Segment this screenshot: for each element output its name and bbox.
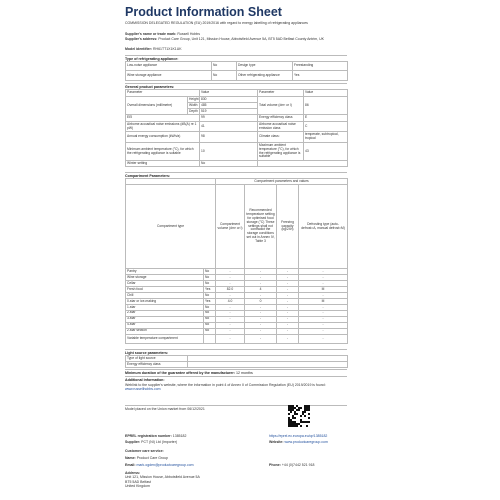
compartment-present: No	[204, 322, 216, 328]
compartment-freezing: -	[277, 304, 299, 310]
general-row	[126, 161, 348, 167]
cc-name-value: Product Care Group	[136, 456, 169, 460]
compartment-present: No	[204, 310, 216, 316]
compartment-setting: -	[245, 322, 277, 328]
model-value: RH61TT1X1K1UK	[153, 47, 182, 51]
compartment-setting: -	[245, 292, 277, 298]
light-class-label: Energy efficiency class	[126, 362, 188, 368]
value-header: Value	[304, 90, 348, 97]
qr-module	[298, 409, 300, 411]
light-table	[125, 355, 348, 368]
general-header-row	[126, 90, 348, 97]
winter-label: Winter setting	[126, 161, 200, 167]
compartments-header-row	[126, 185, 348, 269]
qr-module	[300, 415, 302, 417]
supplier-name-value: Russell Hobbs	[177, 32, 200, 36]
qr-module	[296, 425, 298, 427]
compartment-present	[204, 334, 216, 343]
compartment-name: Wine storage	[126, 274, 204, 280]
address-line: BT5 5AD Belfast	[125, 479, 151, 484]
eprel-label: EPREL registration number:	[125, 434, 172, 438]
compartment-present: No	[204, 274, 216, 280]
compartments-group-header: Compartment parameters and values	[216, 179, 348, 185]
compartment-setting: -	[245, 328, 277, 334]
compartment-setting: -	[245, 334, 277, 343]
cc-email-row	[125, 463, 347, 467]
compartment-name: 1-star	[126, 304, 204, 310]
qr-module	[300, 407, 302, 409]
compartment-defrost: -	[299, 310, 348, 316]
light-row	[126, 362, 348, 368]
compartment-setting: 4	[245, 286, 277, 292]
compartment-volume: -	[216, 269, 245, 275]
compartment-defrost: -	[299, 334, 348, 343]
compartment-freezing: -	[277, 286, 299, 292]
compartment-defrost: -	[299, 328, 348, 334]
compartment-freezing: -	[277, 328, 299, 334]
compartment-present: No	[204, 269, 216, 275]
energy-class-label: Energy efficiency class	[258, 115, 304, 122]
eei-value: 99	[200, 115, 258, 122]
model-row	[125, 47, 347, 51]
compartment-volume: -	[216, 328, 245, 334]
guarantee-row	[125, 369, 347, 375]
eprel-value: 1385182	[172, 434, 187, 438]
website-block	[269, 440, 328, 444]
product-information-sheet	[122, 0, 350, 500]
model-label: Model identifier:	[125, 47, 153, 51]
compartment-setting: 0	[245, 298, 277, 304]
compartment-name: Cellar	[126, 280, 204, 286]
energy-class-value: E	[304, 115, 348, 122]
compartment-setting: -	[245, 280, 277, 286]
compartment-defrost: -	[299, 269, 348, 275]
compartment-freezing: -	[277, 298, 299, 304]
dims-label: Overall dimensions (millimetre)	[126, 97, 188, 115]
winter-value: No	[200, 161, 258, 167]
guarantee-label: Minimum duration of the guarantee offered by the manufacturer:	[125, 371, 236, 375]
qr-module	[294, 417, 296, 419]
max-temp-value: 43	[304, 143, 348, 161]
qr-module	[308, 417, 310, 419]
type-cell: Wine storage appliance	[126, 71, 212, 81]
light-type-label: Type of light source	[126, 356, 188, 362]
airborne-label: Airborne acoustical noise emissions (dB(A) re 1 pW)	[126, 122, 200, 132]
compartment-setting: -	[245, 310, 277, 316]
phone-value: +44 (0)7442 521 918	[281, 463, 315, 467]
compartment-present: Yes	[204, 286, 216, 292]
climate-value: temperate, subtropical, tropical	[304, 132, 348, 143]
compartment-name: 4-star	[126, 322, 204, 328]
height-value: 830	[200, 97, 258, 103]
annual-label: Annual energy consumption (kWh/a)	[126, 132, 200, 143]
additional-section-heading: Additional information:	[125, 376, 347, 382]
additional-text-row	[125, 383, 347, 392]
type-cell: Yes	[293, 71, 348, 81]
type-cell: Freestanding	[293, 62, 348, 71]
compartment-defrost: -	[299, 292, 348, 298]
compartment-setting-header: Recommended temperature setting for optimised food storage (°C) These settings shall not contradict the storage conditions set out in Annex IV, Table 3	[245, 185, 277, 269]
compartment-defrost: -	[299, 316, 348, 322]
type-section-heading: Type of refrigerating appliance:	[125, 55, 347, 61]
qr-module	[308, 421, 310, 423]
supplier-address-row	[125, 37, 347, 41]
phone-block	[269, 463, 314, 467]
cc-name-row	[125, 456, 347, 460]
airborne-class-value: C	[304, 122, 348, 132]
compartment-freezing: -	[277, 292, 299, 298]
email-label: Email:	[125, 463, 136, 467]
regulation-text: COMMISSION DELEGATED REGULATION (EU) 2019/2016 with regard to energy labelling of refrigerating appliances	[125, 21, 308, 25]
compartment-setting: -	[245, 304, 277, 310]
type-row	[126, 71, 348, 81]
compartment-volume: -	[216, 310, 245, 316]
compartment-defrost: -	[299, 304, 348, 310]
compartment-setting: -	[245, 274, 277, 280]
min-temp-label: Minimum ambient temperature (°C), for which the refrigerating appliance is suitable	[126, 143, 200, 161]
compartment-volume: -	[216, 322, 245, 328]
qr-module	[304, 411, 306, 413]
additional-link[interactable]: www.russellhobbs.com	[125, 387, 161, 392]
total-volume-label: Total volume (dm³ or l)	[258, 97, 304, 115]
eprel-link[interactable]: https://eprel.ec.europa.eu/qr/1385182	[269, 434, 328, 438]
compartments-section-heading: Compartment Parameters:	[125, 172, 347, 178]
width-value: 485	[200, 103, 258, 109]
guarantee-value: 12 months	[236, 371, 253, 375]
qr-module	[304, 415, 306, 417]
compartment-present: No	[204, 316, 216, 322]
param-header: Parameter	[258, 90, 304, 97]
type-cell: Low-noise appliance	[126, 62, 212, 71]
compartment-volume: -	[216, 316, 245, 322]
qr-module	[296, 413, 298, 415]
compartment-volume: -	[216, 334, 245, 343]
supplier-footer-label: Supplier:	[125, 440, 141, 444]
website-link[interactable]: www.productcaregroup.com	[284, 440, 328, 444]
airborne-class-label: Airborne acoustical noise emission class	[258, 122, 304, 132]
compartment-freezing: -	[277, 322, 299, 328]
depth-label: Depth	[189, 108, 198, 113]
compartment-name: Pantry	[126, 269, 204, 275]
general-row	[126, 132, 348, 143]
qr-module	[290, 411, 292, 413]
compartment-volume: -	[216, 304, 245, 310]
page-title: Product Information Sheet	[125, 5, 282, 19]
compartment-volume: 82.0	[216, 286, 245, 292]
annual-value: 98	[200, 132, 258, 143]
compartment-defrost: M	[299, 298, 348, 304]
compartment-defrost: M	[299, 286, 348, 292]
address-line: United Kingdom	[125, 484, 150, 489]
max-temp-label: Maximum ambient temperature (°C), for which the refrigerating appliance is suitable	[258, 143, 304, 161]
compartment-name: Fresh food	[126, 286, 204, 292]
address-line: Unit 121, Mission House, Abbotsfield Avenue 5A	[125, 475, 200, 480]
compartment-freezing-header: Freezing capacity (kg/24h)	[277, 185, 299, 269]
compartment-freezing: -	[277, 280, 299, 286]
email-link[interactable]: mark.ogden@productcaregroup.com	[136, 463, 194, 467]
compartment-freezing: -	[277, 269, 299, 275]
supplier-address-label: Supplier's address:	[125, 37, 158, 41]
light-class-value	[188, 362, 348, 368]
compartment-name: 3-star	[126, 316, 204, 322]
general-section-heading: General product parameters:	[125, 83, 347, 89]
compartment-setting: -	[245, 269, 277, 275]
compartment-volume: -	[216, 280, 245, 286]
type-table	[125, 61, 348, 81]
compartment-freezing: -	[277, 274, 299, 280]
qr-module	[308, 413, 310, 415]
cc-name-label: Name:	[125, 456, 136, 460]
supplier-footer-value: PCT (NI) Ltd (Importer)	[141, 440, 178, 444]
light-section-heading: Light source parameters:	[125, 349, 347, 355]
compartments-table	[125, 178, 348, 344]
general-row	[126, 143, 348, 161]
supplier-footer-row	[125, 440, 347, 444]
compartment-present: Yes	[204, 298, 216, 304]
address-label: Address:	[125, 471, 141, 475]
compartment-volume: -	[216, 292, 245, 298]
compartment-name: Chill	[126, 292, 204, 298]
compartment-volume: 4.0	[216, 298, 245, 304]
height-label: Height	[189, 96, 199, 101]
min-temp-value: 10	[200, 143, 258, 161]
general-table	[125, 89, 348, 167]
additional-text: Weblink to the supplier's website, where the information in point 4 of Annex II of Commission Regulation (EU) 2019/2019 is found:	[125, 383, 326, 387]
supplier-address-value: Product Care Group, Unit 121, Mission House, Abbotsfield Avenue 5A, BT5 5AD Belfast County Antrim, UK	[158, 37, 325, 41]
compartment-defrost: -	[299, 322, 348, 328]
type-cell: Other refrigerating appliance	[237, 71, 293, 81]
website-label: Website:	[269, 440, 284, 444]
placed-on-market: Model placed on the Union market from 06/12/2021	[125, 405, 347, 411]
compartment-volume-header: Compartment volume (dm³ or l)	[216, 185, 245, 269]
compartment-row	[126, 334, 348, 343]
customer-care-heading	[125, 449, 347, 453]
compartment-type-header: Compartment type	[126, 185, 216, 269]
compartment-present: No	[204, 328, 216, 334]
compartment-present: No	[204, 280, 216, 286]
qr-module	[308, 409, 310, 411]
qr-module	[288, 413, 290, 415]
type-cell: No	[212, 71, 237, 81]
compartment-defrost: -	[299, 280, 348, 286]
depth-value: 519	[200, 109, 258, 115]
compartment-freezing: -	[277, 316, 299, 322]
type-cell: Design type	[237, 62, 293, 71]
general-row	[126, 122, 348, 132]
compartment-freezing: -	[277, 310, 299, 316]
compartment-present: No	[204, 304, 216, 310]
airborne-value: 41	[200, 122, 258, 132]
eprel-qr-code[interactable]	[288, 405, 310, 427]
compartment-name: Variable temperature compartment	[126, 334, 204, 343]
qr-module	[306, 425, 308, 427]
compartment-freezing: -	[277, 334, 299, 343]
cc-address-block	[125, 471, 347, 489]
type-cell: No	[212, 62, 237, 71]
compartment-name: 2-star section	[126, 328, 204, 334]
value-header: Value	[200, 90, 258, 97]
type-row	[126, 62, 348, 71]
total-volume-value: 86	[304, 97, 348, 115]
compartment-name: 0-star or ice-making	[126, 298, 204, 304]
compartment-name: 2-star	[126, 310, 204, 316]
compartment-volume: -	[216, 274, 245, 280]
compartment-defrost: -	[299, 274, 348, 280]
compartment-defrost-header: Defrosting type (auto-defrost=A, manual defrost=M)	[299, 185, 348, 269]
customer-care-title: Customer care service:	[125, 449, 164, 453]
qr-module	[300, 425, 302, 427]
phone-label: Phone:	[269, 463, 281, 467]
supplier-name-label: Supplier's name or trade mark:	[125, 32, 177, 36]
eprel-row	[125, 434, 347, 438]
width-label: Width	[188, 103, 200, 109]
param-header: Parameter	[126, 90, 200, 97]
compartment-present: No	[204, 292, 216, 298]
climate-label: Climate class:	[258, 132, 304, 143]
compartment-setting: -	[245, 316, 277, 322]
supplier-name-row	[125, 32, 347, 36]
general-row	[126, 115, 348, 122]
eei-label: EEI	[126, 115, 200, 122]
